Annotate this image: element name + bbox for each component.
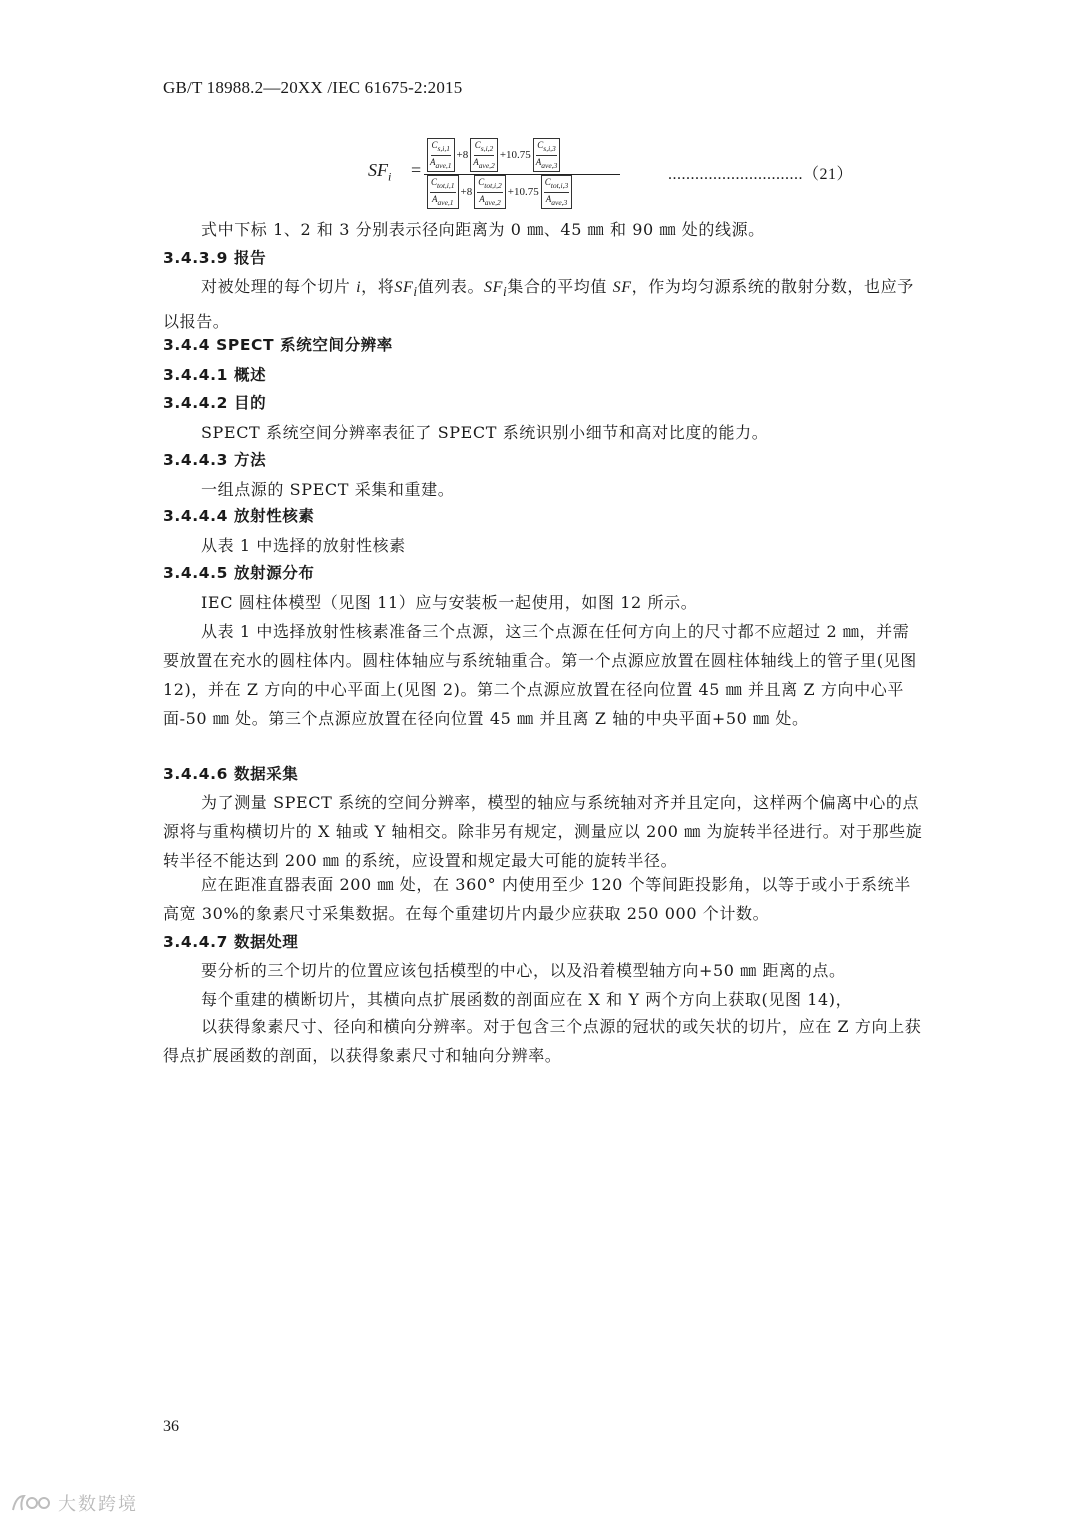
- equals-sign: =: [411, 160, 422, 180]
- heading-3-4-3-9: 3.4.3.9 报告: [163, 249, 267, 267]
- paragraph-distribution-2: 从表 1 中选择放射性核素准备三个点源，这三个点源在任何方向上的尺寸都不应超过 2 ㎜，并需要放置在充水的圆柱体内。圆柱体轴应与系统轴重合。第一个点源应放置在圆柱体轴线上的管子里(见图 12)，并在 Z 方向的中心平面上(见图 2)。第二个点源应放置在径向位置 45 ㎜ 并且离 Z 方向中心平面-50 ㎜ 处。第三个点源应放置在径向位置 45 ㎜ 并且离 Z 轴的中央平面+50 ㎜ 处。: [163, 622, 917, 728]
- paragraph-subscript-note: 式中下标 1、2 和 3 分别表示径向距离为 0 ㎜、45 ㎜ 和 90 ㎜ 处的线源。: [201, 220, 765, 239]
- heading-3-4-4-1: 3.4.4.1 概述: [163, 366, 267, 384]
- paragraph-processing-2: 每个重建的横断切片，其横向点扩展函数的剖面应在 X 和 Y 两个方向上获取(见图 14)，: [201, 990, 853, 1009]
- heading-3-4-4-6: 3.4.4.6 数据采集: [163, 765, 299, 783]
- paragraph-processing-3: 以获得象素尺寸、径向和横向分辨率。对于包含三个点源的冠状的或矢状的切片，应在 Z 方向上获得点扩展函数的剖面，以获得象素尺寸和轴向分辨率。: [163, 1017, 922, 1065]
- formula-lhs: $SF_i$: [368, 160, 392, 184]
- paragraph-acquisition-2: 应在距准直器表面 200 ㎜ 处，在 360° 内使用至少 120 个等间距投影角，以等于或小于系统半高宽 30%的象素尺寸采集数据。在每个重建切片内最少应获取 250 000 个计数。: [163, 875, 911, 923]
- document-code-header: GB/T 18988.2—20XX /IEC 61675-2:2015: [163, 78, 463, 97]
- watermark: [10, 1490, 138, 1516]
- formula-numerator: $C_{s,i,1}$ $A_{ave,1}$ +8 $C_{s,i,2}$ $A_{ave,2}$ +10.75 $C_{s,i,3}$ $A_{ave,3}$: [426, 140, 561, 170]
- paragraph-distribution-1: IEC 圆柱体模型（见图 11）应与安装板一起使用，如图 12 所示。: [201, 593, 698, 612]
- paragraph-processing-1: 要分析的三个切片的位置应该包括模型的中心，以及沿着模型轴方向+50 ㎜ 距离的点。: [201, 961, 846, 980]
- heading-3-4-4-2: 3.4.4.2 目的: [163, 394, 267, 412]
- page-number: 36: [163, 1418, 179, 1435]
- heading-3-4-4-5: 3.4.4.5 放射源分布: [163, 564, 315, 582]
- heading-3-4-4-3: 3.4.4.3 方法: [163, 451, 267, 469]
- paragraph-acquisition-1: 为了测量 SPECT 系统的空间分辨率，模型的轴应与系统轴对齐并且定向，这样两个偏离中心的点源将与重构横切片的 X 轴或 Y 轴相交。除非另有规定，测量应以 200 ㎜ 为旋转半径进行。对于那些旋转半径不能达到 200 ㎜ 的系统，应设置和规定最大可能的旋转半径。: [163, 793, 923, 870]
- formula-denominator: $C_{tot,i,1}$ $A_{ave,1}$ +8 $C_{tot,i,2}$ $A_{ave,2}$ +10.75 $C_{tot,i,3}$ $A_{ave,3}$: [426, 177, 573, 207]
- watermark-logo-icon: [10, 1492, 54, 1514]
- paragraph-report: 对被处理的每个切片 i，将$SF_i$值列表。$SF_i$集合的平均值 SF，作为均匀源系统的散射分数，也应予以报告。: [163, 277, 914, 332]
- paragraph-purpose: SPECT 系统空间分辨率表征了 SPECT 系统识别小细节和高对比度的能力。: [201, 423, 769, 442]
- heading-3-4-4: 3.4.4 SPECT 系统空间分辨率: [163, 336, 393, 354]
- paragraph-nuclide: 从表 1 中选择的放射性核素: [201, 536, 406, 555]
- watermark-text: 大数跨境: [58, 1494, 138, 1515]
- formula-21: [368, 138, 928, 210]
- formula-number: ..............................（21）: [668, 166, 854, 183]
- heading-3-4-4-7: 3.4.4.7 数据处理: [163, 933, 299, 951]
- paragraph-method: 一组点源的 SPECT 采集和重建。: [201, 480, 455, 499]
- heading-3-4-4-4: 3.4.4.4 放射性核素: [163, 507, 315, 525]
